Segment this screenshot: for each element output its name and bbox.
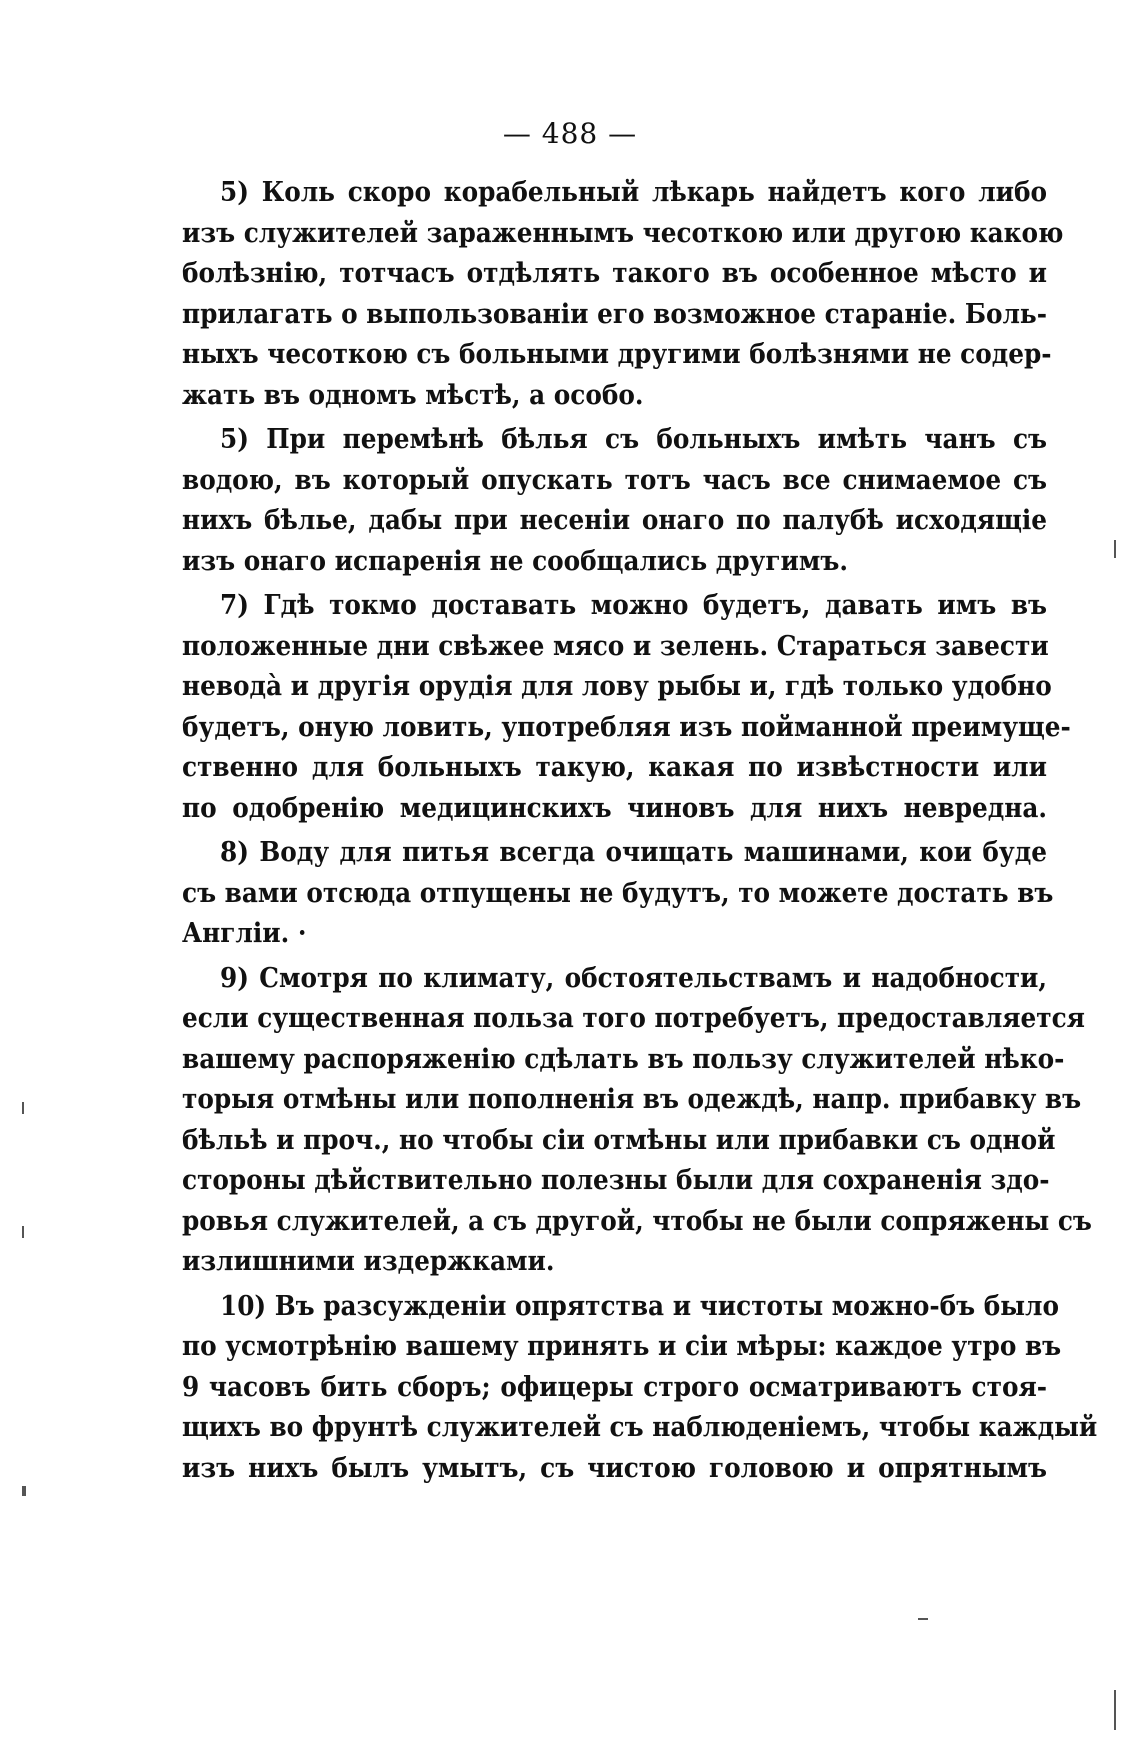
- text-line: невода̀ и другiя орудiя для лову рыбы и, гдѣ только удобно: [182, 670, 1052, 702]
- paragraph-item-10: [182, 1286, 1098, 1489]
- text-line: по усмотрѣнiю вашему принять и сiи мѣры: каждое утро въ: [182, 1330, 1062, 1362]
- text-line: по одобренiю медицинскихъ чиновъ для нихъ невредна.: [182, 791, 1047, 824]
- text-line: щихъ во фрунтѣ служителей съ наблюденiемъ, чтобы каждый: [182, 1411, 1098, 1443]
- paragraph-item-5-linen: [182, 419, 1047, 581]
- text-line: 9 часовъ бить сборъ; офицеры строго осматриваютъ стоя-: [182, 1370, 1047, 1403]
- text-line: нихъ бѣлье, дабы при несенiи онаго по палубѣ исходящiе: [182, 504, 1047, 536]
- text-line: болѣзнiю, тотчасъ отдѣлять такого въ особенное мѣсто и: [182, 257, 1047, 289]
- text-line: вашему распоряженiю сдѣлать въ пользу служителей нѣко-: [182, 1042, 1065, 1075]
- scan-mark: [22, 1226, 24, 1238]
- text-line: прилагать о выпользованiи его возможное старанiе. Боль-: [182, 297, 1047, 330]
- text-line: изъ служителей зараженнымъ чесоткою или другою какою: [182, 216, 1064, 249]
- text-line: 8) Воду для питья всегда очищать машинами, кои буде: [220, 836, 1047, 868]
- text-line: 10) Въ разсужденiи опрятства и чистоты можно-бъ было: [220, 1289, 1059, 1322]
- body-text: [182, 172, 1098, 1492]
- text-line: съ вами отсюда отпущены не будутъ, то можете достать въ: [182, 876, 1054, 909]
- text-line: 5) Коль скоро корабельный лѣкарь найдетъ кого либо: [220, 176, 1047, 208]
- paragraph-item-8: [182, 832, 1054, 954]
- paragraph-item-7: [182, 585, 1071, 828]
- text-line: 5) При перемѣнѣ бѣлья съ больныхъ имѣть чанъ съ: [220, 423, 1047, 455]
- scan-mark: [1114, 540, 1116, 558]
- scan-mark: [918, 1618, 928, 1620]
- scan-mark: [1114, 1690, 1116, 1730]
- text-line: Англiи. ·: [182, 917, 307, 949]
- paragraph-item-9: [182, 958, 1092, 1282]
- text-line: 9) Смотря по климату, обстоятельствамъ и надобности,: [220, 961, 1047, 994]
- text-line: бѣльѣ и проч., но чтобы сiи отмѣны или прибавки съ одной: [182, 1123, 1056, 1156]
- scan-mark: [22, 1486, 26, 1496]
- page-number: — 488 —: [502, 117, 638, 150]
- text-line: изъ онаго испаренiя не сообщались другимъ.: [182, 544, 848, 577]
- paragraph-item-5-scabies: [182, 172, 1064, 415]
- text-line: ственно для больныхъ такую, какая по извѣстности или: [182, 751, 1047, 783]
- scan-mark: [22, 1102, 24, 1114]
- text-line: положенные дни свѣжее мясо и зелень. Стараться завести: [182, 629, 1049, 662]
- text-line: ровья служителей, а съ другой, чтобы не были сопряжены съ: [182, 1204, 1092, 1237]
- text-line: водою, въ который опускать тотъ часъ все снимаемое съ: [182, 463, 1047, 496]
- text-line: изъ нихъ былъ умытъ, съ чистою головою и опрятнымъ: [182, 1451, 1047, 1484]
- text-line: ныхъ чесоткою съ больными другими болѣзнями не содер-: [182, 338, 1052, 370]
- text-line: 7) Гдѣ токмо доставать можно будетъ, давать имъ въ: [220, 589, 1047, 621]
- text-line: если существенная польза того потребуетъ, предоставляется: [182, 1002, 1085, 1034]
- text-line: стороны дѣйствительно полезны были для сохраненiя здо-: [182, 1164, 1050, 1196]
- text-line: излишними издержками.: [182, 1245, 555, 1277]
- text-line: жать въ одномъ мѣстѣ, а особо.: [182, 378, 644, 411]
- text-line: торыя отмѣны или пополненiя въ одеждѣ, напр. прибавку въ: [182, 1083, 1082, 1115]
- text-line: будетъ, оную ловить, употребляя изъ пойманной преимуще-: [182, 710, 1071, 743]
